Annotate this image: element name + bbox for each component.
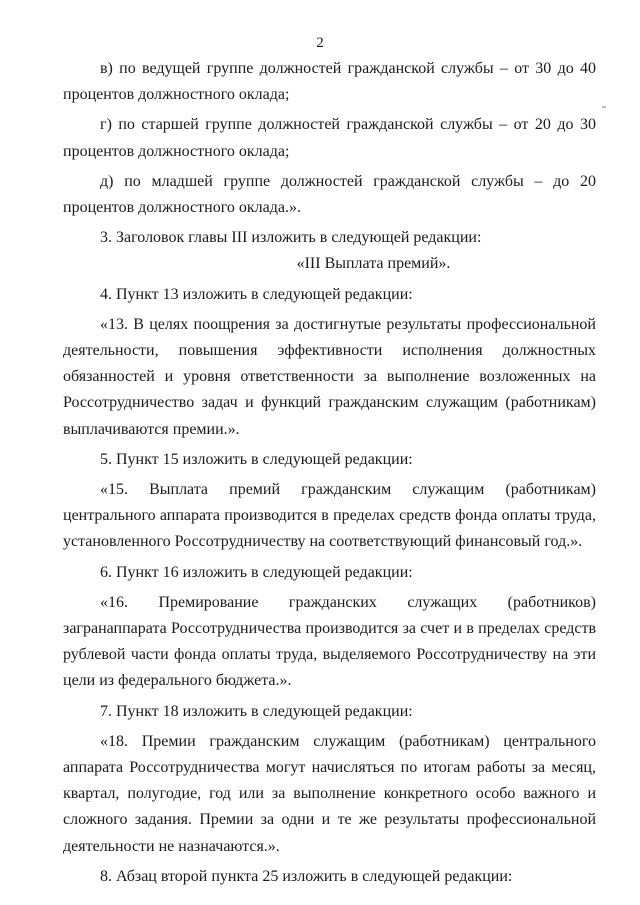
margin-mark: [602, 106, 606, 108]
paragraph-item-8: 8. Абзац второй пункта 25 изложить в следующей редакции:: [100, 867, 513, 885]
document-body: [63, 56, 596, 890]
paragraph-item-5: 5. Пункт 15 изложить в следующей редакции:: [100, 450, 413, 468]
paragraph-item-7: 7. Пункт 18 изложить в следующей редакции:: [100, 702, 413, 720]
paragraph-item-3: 3. Заголовок главы III изложить в следующей редакции:: [100, 229, 482, 247]
paragraph-clause-18: «18. Премии гражданским служащим (работникам) центрального аппарата Россотрудничества могут начисляться по итогам работы за месяц, квартал, полугодие, год или за выполнение конкретного особо важного и сложного задания. Премии за одни и те же результаты профессиональной деятельности не назначаются.».: [63, 732, 596, 855]
paragraph-item-4: 4. Пункт 13 изложить в следующей редакции:: [100, 285, 413, 303]
paragraph-leading-group: в) по ведущей группе должностей гражданской службы – от 30 до 40 процентов должностного оклада;: [63, 60, 596, 104]
paragraph-senior-group: г) по старшей группе должностей гражданской службы – от 20 до 30 процентов должностного оклада;: [63, 116, 596, 160]
paragraph-clause-15: «15. Выплата премий гражданским служащим (работникам) центрального аппарата производится в пределах средств фонда оплаты труда, установленного Россотрудничеству на соответствующий финансовый год.».: [63, 481, 596, 551]
paragraph-clause-13: «13. В целях поощрения за достигнутые результаты профессиональной деятельности, повышения эффективности исполнения должностных обязанностей и уровня ответственности за выполнение возложенных на Россотрудничество задач и функций гражданским служащим (работникам) выплачиваются премии.».: [63, 315, 596, 438]
page-number: 2: [316, 35, 324, 51]
paragraph-junior-group: д) по младшей группе должностей гражданской службы – до 20 процентов должностного оклада.».: [63, 172, 596, 217]
paragraph-clause-16: «16. Премирование гражданских служащих (работников) загранаппарата Россотрудничества производится за счет и в пределах средств рублевой части фонда оплаты труда, выделяемого Россотрудничеству на эти цели из федерального бюджета.».: [63, 593, 596, 690]
chapter-title: «III Выплата премий».: [296, 255, 451, 273]
paragraph-item-6: 6. Пункт 16 изложить в следующей редакции:: [100, 563, 413, 581]
